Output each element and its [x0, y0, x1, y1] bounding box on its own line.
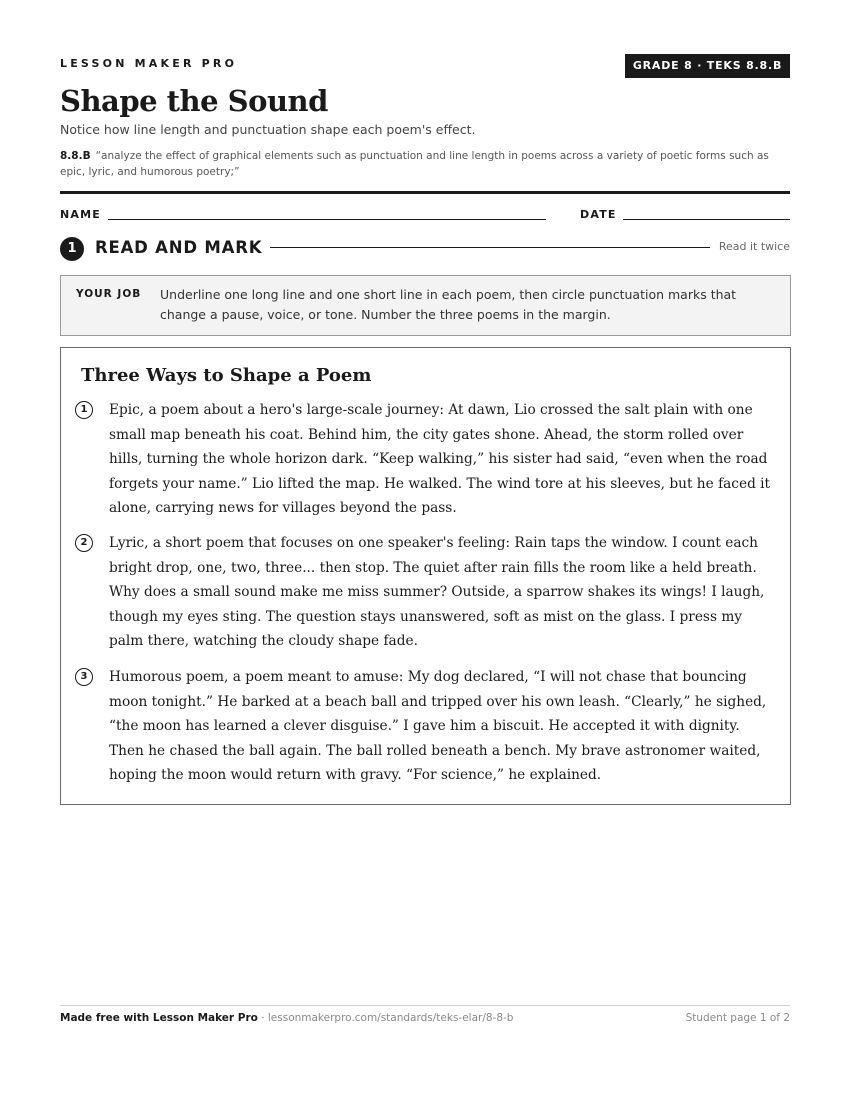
footer-made-with: Made free with Lesson Maker Pro [60, 1012, 258, 1024]
your-job-box [60, 275, 791, 336]
date-field[interactable] [623, 219, 790, 220]
section-hint: Read it twice [718, 240, 790, 253]
poem-text: Lyric, a short poem that focuses on one speaker's feeling: Rain taps the window. I count each bright drop, one, two, three... then stop. The quiet after rain fills the room like a held breath. Why does a small sound make me miss summer? Outside, a sparrow shakes its wings! I laugh, though my eyes sting. The question stays unanswered, soft as mist on the glass. I press my palm there, watching the cloudy shape fade. [109, 535, 765, 649]
passage-box [60, 347, 791, 805]
footer-page-number: Student page 1 of 2 [685, 1012, 790, 1024]
page-title: Shape the Sound [60, 84, 328, 118]
footer-divider [60, 1005, 790, 1006]
poem-text: Epic, a poem about a hero's large-scale journey: At dawn, Lio crossed the salt plain with one small map beneath his coat. Behind him, the city gates shone. Ahead, the storm rolled over hills, turning the whole horizon dark. “Keep walking,” his sister had said, “even when the road forgets your name.” Lio lifted the map. He walked. The wind tore at his sleeves, but he faced it alone, carrying news for villages beyond the pass. [109, 402, 771, 516]
poem-number-badge: 1 [75, 401, 93, 419]
footer-url-link[interactable]: lessonmakerpro.com/standards/teks-elar/8-8-b [267, 1012, 514, 1024]
passage-title: Three Ways to Shape a Poem [81, 365, 372, 386]
poem-number-badge: 2 [75, 534, 93, 552]
standard-citation [60, 148, 785, 180]
standard-code: 8.8.B [60, 150, 91, 162]
grade-badge: GRADE 8 · TEKS 8.8.B [625, 54, 790, 78]
date-label: DATE [580, 208, 617, 221]
section-number-badge: 1 [60, 237, 84, 261]
section-divider [270, 247, 710, 248]
your-job-instructions: Underline one long line and one short line in each poem, then circle punctuation marks that change a pause, voice, or tone. Number the three poems in the margin. [160, 287, 737, 322]
your-job-label: YOUR JOB [76, 288, 142, 300]
poem-text: Humorous poem, a poem meant to amuse: My dog declared, “I will not chase that bouncing moon tonight.” He barked at a beach ball and tripped over his own leash. “Clearly,” he sighed, “the moon has learned a clever disguise.” I gave him a biscuit. He accepted it with dignity. Then he chased the ball again. The ball rolled beneath a bench. My brave astronomer waited, hoping the moon would return with gravy. “For science,” he explained. [109, 669, 767, 783]
section-title: READ AND MARK [95, 238, 263, 257]
page-subtitle: Notice how line length and punctuation shape each poem's effect. [60, 122, 476, 137]
standard-text: “analyze the effect of graphical elements such as punctuation and line length in poems across a variety of poetic forms such as epic, lyric, and humorous poetry;” [60, 150, 769, 178]
header-divider [60, 191, 790, 194]
name-field[interactable] [108, 219, 546, 220]
footer-credit [60, 1012, 513, 1024]
footer-separator: · [257, 1012, 268, 1024]
brand-name: LESSON MAKER PRO [60, 57, 238, 70]
poem-number-badge: 3 [75, 668, 93, 686]
name-label: NAME [60, 208, 101, 221]
